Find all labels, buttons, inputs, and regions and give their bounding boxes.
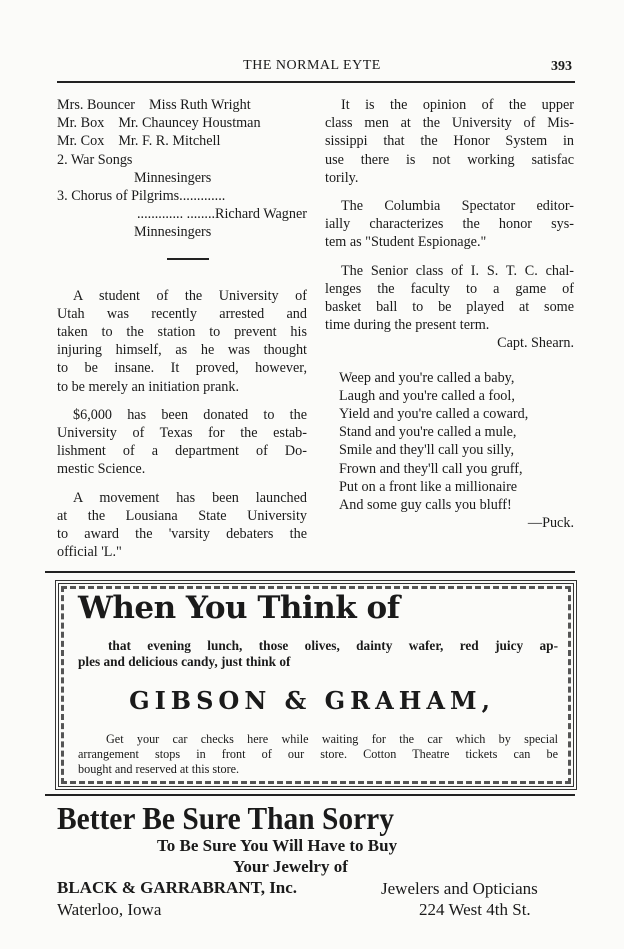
poem xyxy=(325,369,574,515)
poem-line: Frown and they'll call you gruff, xyxy=(339,460,523,477)
paragraph xyxy=(325,96,574,187)
section-rule xyxy=(45,571,575,573)
text-line: basket ball to be played at some xyxy=(325,299,574,316)
paragraph xyxy=(57,406,307,479)
section-divider xyxy=(167,258,209,260)
cast-row xyxy=(57,96,307,114)
ad2-line1: To Be Sure You Will Have to Buy xyxy=(157,836,398,855)
text-line: official 'L." xyxy=(57,544,122,561)
text-line: at the Lousiana State University xyxy=(57,507,307,524)
page-number: 393 xyxy=(551,59,572,74)
text-line: to be merely an initiation prank. xyxy=(57,378,240,395)
text-line: A movement has been launched xyxy=(73,489,307,506)
text-line: Utah was recently arrested and xyxy=(57,305,307,322)
program-list xyxy=(57,151,307,242)
left-paragraphs xyxy=(57,287,307,562)
running-title: THE NORMAL EYTE xyxy=(243,58,381,73)
poem-line: Yield and you're called a coward, xyxy=(339,406,529,423)
program-item: 2. War Songs xyxy=(57,151,133,168)
cast-row xyxy=(57,114,307,132)
text-line: $6,000 has been donated to the xyxy=(73,406,307,423)
right-paragraphs xyxy=(325,96,574,334)
right-column xyxy=(325,96,574,532)
program-item: 3. Chorus of Pilgrims............. xyxy=(57,188,226,205)
ad2-line2: Your Jewelry of xyxy=(233,857,348,876)
text-line: time during the present term. xyxy=(325,317,490,334)
text-line: injuring himself, as he was thought xyxy=(57,342,307,359)
role: Mrs. Bouncer xyxy=(57,97,136,113)
poem-line: Smile and they'll call you silly, xyxy=(339,442,515,459)
text-line: tem as "Student Espionage." xyxy=(325,234,487,251)
actor: Mr. F. R. Mitchell xyxy=(118,133,221,150)
ad-note-line: bought and reserved at this store. xyxy=(78,762,240,776)
header-rule xyxy=(57,81,575,83)
text-line: to be insane. It proved, however, xyxy=(57,360,307,377)
text-line: A student of the University of xyxy=(73,287,307,304)
text-line: University of Texas for the estab- xyxy=(57,425,307,442)
ad-note-line: Get your car checks here while waiting for the car which by special xyxy=(106,732,558,746)
text-line: ially characterizes the honor sys- xyxy=(325,216,574,233)
paragraph xyxy=(57,287,307,396)
ad-company: GIBSON & GRAHAM, xyxy=(129,686,495,715)
left-column xyxy=(57,96,307,571)
text-line: taken to the station to prevent his xyxy=(57,324,307,341)
role: Mr. Cox xyxy=(57,133,105,150)
actor: Mr. Chauncey Houstman xyxy=(118,115,261,132)
program-item: Minnesingers xyxy=(134,224,212,241)
text-line: to award the 'varsity debaters the xyxy=(57,526,307,543)
poem-line: Put on a front like a millionaire xyxy=(339,478,518,495)
ad-note xyxy=(78,732,558,777)
paragraph xyxy=(57,489,307,562)
ad-note-line: arrangement stops in front of our store. Cotton Theatre tickets can be xyxy=(78,747,558,761)
text-line: lenges the faculty to a game of xyxy=(325,280,574,297)
poem-line: Weep and you're called a baby, xyxy=(339,369,515,386)
program-item: Minnesingers xyxy=(134,169,212,186)
text-line: use there is not working satisfac xyxy=(325,151,574,168)
ad-body-line: ples and delicious candy, just think of xyxy=(78,654,291,669)
text-line: The Columbia Spectator editor- xyxy=(341,198,574,215)
ad-rule xyxy=(45,794,575,796)
paragraph xyxy=(325,262,574,335)
ad-body xyxy=(78,638,558,670)
ad-body-line: that evening lunch, those olives, dainty wafer, red juicy ap- xyxy=(108,638,558,653)
ad2-address: 224 West 4th St. xyxy=(419,900,531,919)
poem-line: Stand and you're called a mule, xyxy=(339,424,517,441)
role: Mr. Box xyxy=(57,115,105,132)
ad2-trade: Jewelers and Opticians xyxy=(381,879,538,898)
cast-row xyxy=(57,132,307,150)
signature: Capt. Shearn. xyxy=(497,335,574,352)
text-line: The Senior class of I. S. T. C. chal- xyxy=(341,262,574,279)
poem-line: And some guy calls you bluff! xyxy=(339,497,512,514)
ad2-company: BLACK & GARRABRANT, Inc. xyxy=(57,878,298,897)
paragraph xyxy=(325,197,574,252)
cast-list xyxy=(57,96,307,151)
ad2-headline: Better Be Sure Than Sorry xyxy=(57,800,394,836)
poem-credit: —Puck. xyxy=(527,515,574,532)
text-line: It is the opinion of the upper xyxy=(341,97,574,113)
ad2-city: Waterloo, Iowa xyxy=(57,900,162,919)
text-line: class men at the University of Mis- xyxy=(325,115,574,132)
ad-headline: When You Think of xyxy=(78,590,400,626)
text-line: sissippi that the Honor System in xyxy=(325,133,574,150)
text-line: lishment of a department of Do- xyxy=(57,443,307,460)
actor: Miss Ruth Wright xyxy=(149,97,251,113)
poem-line: Laugh and you're called a fool, xyxy=(339,387,515,404)
program-item: ............. ........Richard Wagner xyxy=(137,206,307,223)
text-line: torily. xyxy=(325,169,359,186)
text-line: mestic Science. xyxy=(57,461,146,478)
